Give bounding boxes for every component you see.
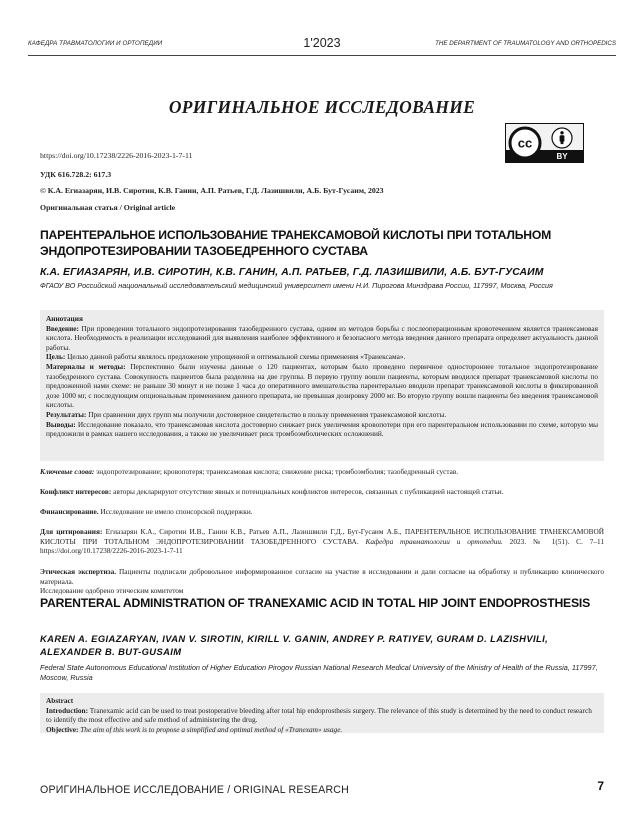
- running-header: [28, 38, 616, 50]
- abstract-ru-intro: Введение: При проведении тотального эндопротезирования тазобедренного сустава, одним из методов борьбы с послеоперационным кровотечением является транексамовая кислота. Необходимость в реализации исследований для выявления наиболее эффективного и безопасного метода введения данного препарата определяет актуальность данной работы.: [46, 323, 599, 352]
- doi-link[interactable]: https://doi.org/10.17238/2226-2016-2023-1-7-11: [40, 151, 193, 160]
- issue-number: 1'2023: [303, 36, 341, 50]
- abstract-en-box: [40, 693, 604, 733]
- ethics: Этическая экспертиза. Пациенты подписали добровольное информированное согласие на участие в исследовании и дали согласие на обработку и публикацию клинического материала. Исследование одобрено этическим комитетом: [40, 567, 604, 596]
- header-divider: [28, 55, 616, 56]
- by-label: BY: [556, 152, 568, 161]
- keywords-text: эндопротезирование; кровопотеря; транексамовая кислота; снижение риска; тромбоэмболия; тазобедренный сустав.: [96, 467, 459, 476]
- funding: Финансирование. Исследование не имело спонсорской поддержки.: [40, 507, 253, 516]
- abstract-en-intro: Introduction: Tranexamic acid can be used to treat postoperative bleeding after total hip endoprosthesis surgery. The relevance of this study is determined by the need to conduct research to identify the most effective and safe method of administering the drug.: [46, 705, 592, 725]
- title-ru-line-2: ЭНДОПРОТЕЗИРОВАНИИ ТАЗОБЕДРЕННОГО СУСТАВА: [40, 244, 368, 258]
- conflict-of-interest: Конфликт интересов: авторы декларируют отсутствие явных и потенциальных конфликтов интересов, связанных с публикацией настоящей статьи.: [40, 487, 504, 496]
- cc-by-license-badge[interactable]: [505, 123, 584, 163]
- article-title-ru: [40, 227, 608, 259]
- page-number: 7: [597, 779, 604, 793]
- affiliation-en: Federal State Autonomous Educational Institution of Higher Education Pirogov Russian National Research Medical University of the Ministry of Health of the Russia, 117997, Moscow, Russia: [40, 663, 598, 682]
- abstract-ru-methods: Материалы и методы: Перспективно были изучены данные о 120 пациентах, которым было проведено первичное одностороннее тотальное эндопротезирование тазобедренного сустава. Совокупность пациентов была разделена на две группы. В первую группу вошли пациенты, которым вводился препарат транексамовой кислоты по предложенной нами схеме: не раньше 30 минут и не позже 1 часа до оперативного вмешательства парентерально вводили препарат транексамовой кислоты в фиксированной дозе 1000 мг, с последующим опциональным применением данного препарата, не превышая дозировку 2000 мг. Во вторую группу вошли пациенты без введения транексамовой кислоты.: [46, 361, 599, 410]
- authors-ru: К.А. ЕГИАЗАРЯН, И.В. СИРОТИН, К.В. ГАНИН, А.П. РАТЬЕВ, Г.Д. ЛАЗИШВИЛИ, А.Б. БУТ-ГУСАИМ: [40, 267, 544, 278]
- keywords: [40, 467, 604, 477]
- cc-glyph: cc: [517, 135, 533, 151]
- authors-en: KAREN A. EGIAZARYAN, IVAN V. SIROTIN, KIRILL V. GANIN, ANDREY P. RATIYEV, GURAM D. LAZISHVILI, ALEXANDER B. BUT-GUSAIM: [40, 633, 549, 657]
- footer-section-label: ОРИГИНАЛЬНОЕ ИССЛЕДОВАНИЕ / ORIGINAL RESEARCH: [40, 784, 350, 796]
- abstract-en-objective: Objective: The aim of this work is to propose a simplified and optimal method of «Tranexam» usage.: [46, 724, 343, 734]
- abstract-ru-conclusions: Выводы: Исследование показало, что транексамовая кислота достоверно снижает риск увеличения кровопотери при его парентеральном использовании по схеме, которую мы предложили в рамках нашего исследования, а также не увеличивает риск тромбоэмболических осложнений.: [46, 419, 599, 439]
- article-type: Оригинальная статья / Original article: [40, 203, 176, 212]
- title-ru-line-1: ПАРЕНТЕРАЛЬНОЕ ИСПОЛЬЗОВАНИЕ ТРАНЕКСАМОВОЙ КИСЛОТЫ ПРИ ТОТАЛЬНОМ: [40, 228, 552, 242]
- cc-by-logo: [506, 124, 583, 162]
- journal-section-ru: КАФЕДРА ТРАВМАТОЛОГИИ И ОРТОПЕДИИ: [28, 40, 163, 47]
- abstract-ru-box: [40, 310, 604, 461]
- section-title: ОРИГИНАЛЬНОЕ ИССЛЕДОВАНИЕ: [168, 97, 476, 117]
- abstract-en-heading: Abstract: [46, 696, 74, 705]
- affiliation-ru: ФГАОУ ВО Российский национальный исследовательский медицинский университет имени Н.И. Пирогова Минздрава России, 117997, Москва, Россия: [40, 281, 553, 290]
- abstract-ru-results: Результаты: При сравнении двух групп мы получили достоверное свидетельство в пользу применения транексамовой кислоты.: [46, 409, 447, 419]
- article-title-en: PARENTERAL ADMINISTRATION OF TRANEXAMIC ACID IN TOTAL HIP JOINT ENDOPROSTHESIS: [40, 596, 591, 610]
- copyright-line: © К.А. Егиазарян, И.В. Сиротин, К.В. Ганин, А.П. Ратьев, Г.Д. Лазишвили, А.Б. Бут-Гусаим, 2023: [40, 186, 384, 195]
- udk-code: УДК 616.728.2: 617.3: [40, 170, 112, 179]
- keywords-label: Ключевые слова:: [40, 467, 95, 476]
- abstract-ru-heading: Аннотация: [46, 314, 83, 323]
- journal-section-en: THE DEPARTMENT OF TRAUMATOLOGY AND ORTHOPEDICS: [435, 40, 616, 47]
- abstract-ru-aim: Цель: Целью данной работы являлось предложение упрощенной и оптимальной схемы применения «Транексама».: [46, 352, 406, 362]
- citation: Для цитирования: Егиазарян К.А., Сиротин И.В., Ганин К.В., Ратьев А.П., Лазишвили Г.Д., Бут-Гусаим А.Б., ПАРЕНТЕРАЛЬНОЕ ИСПОЛЬЗОВАНИЕ ТРАНЕКСАМОВОЙ КИСЛОТЫ ПРИ ТОТАЛЬНОМ ЭНДОПРОТЕЗИРОВАНИИ ТАЗОБЕДРЕННОГО СУСТАВА. Кафедра травматологии и ортопедии. 2023. № 1(51). С. 7–11 https://doi.org/10.17238/2226-2016-2023-1-7-11: [40, 527, 605, 556]
